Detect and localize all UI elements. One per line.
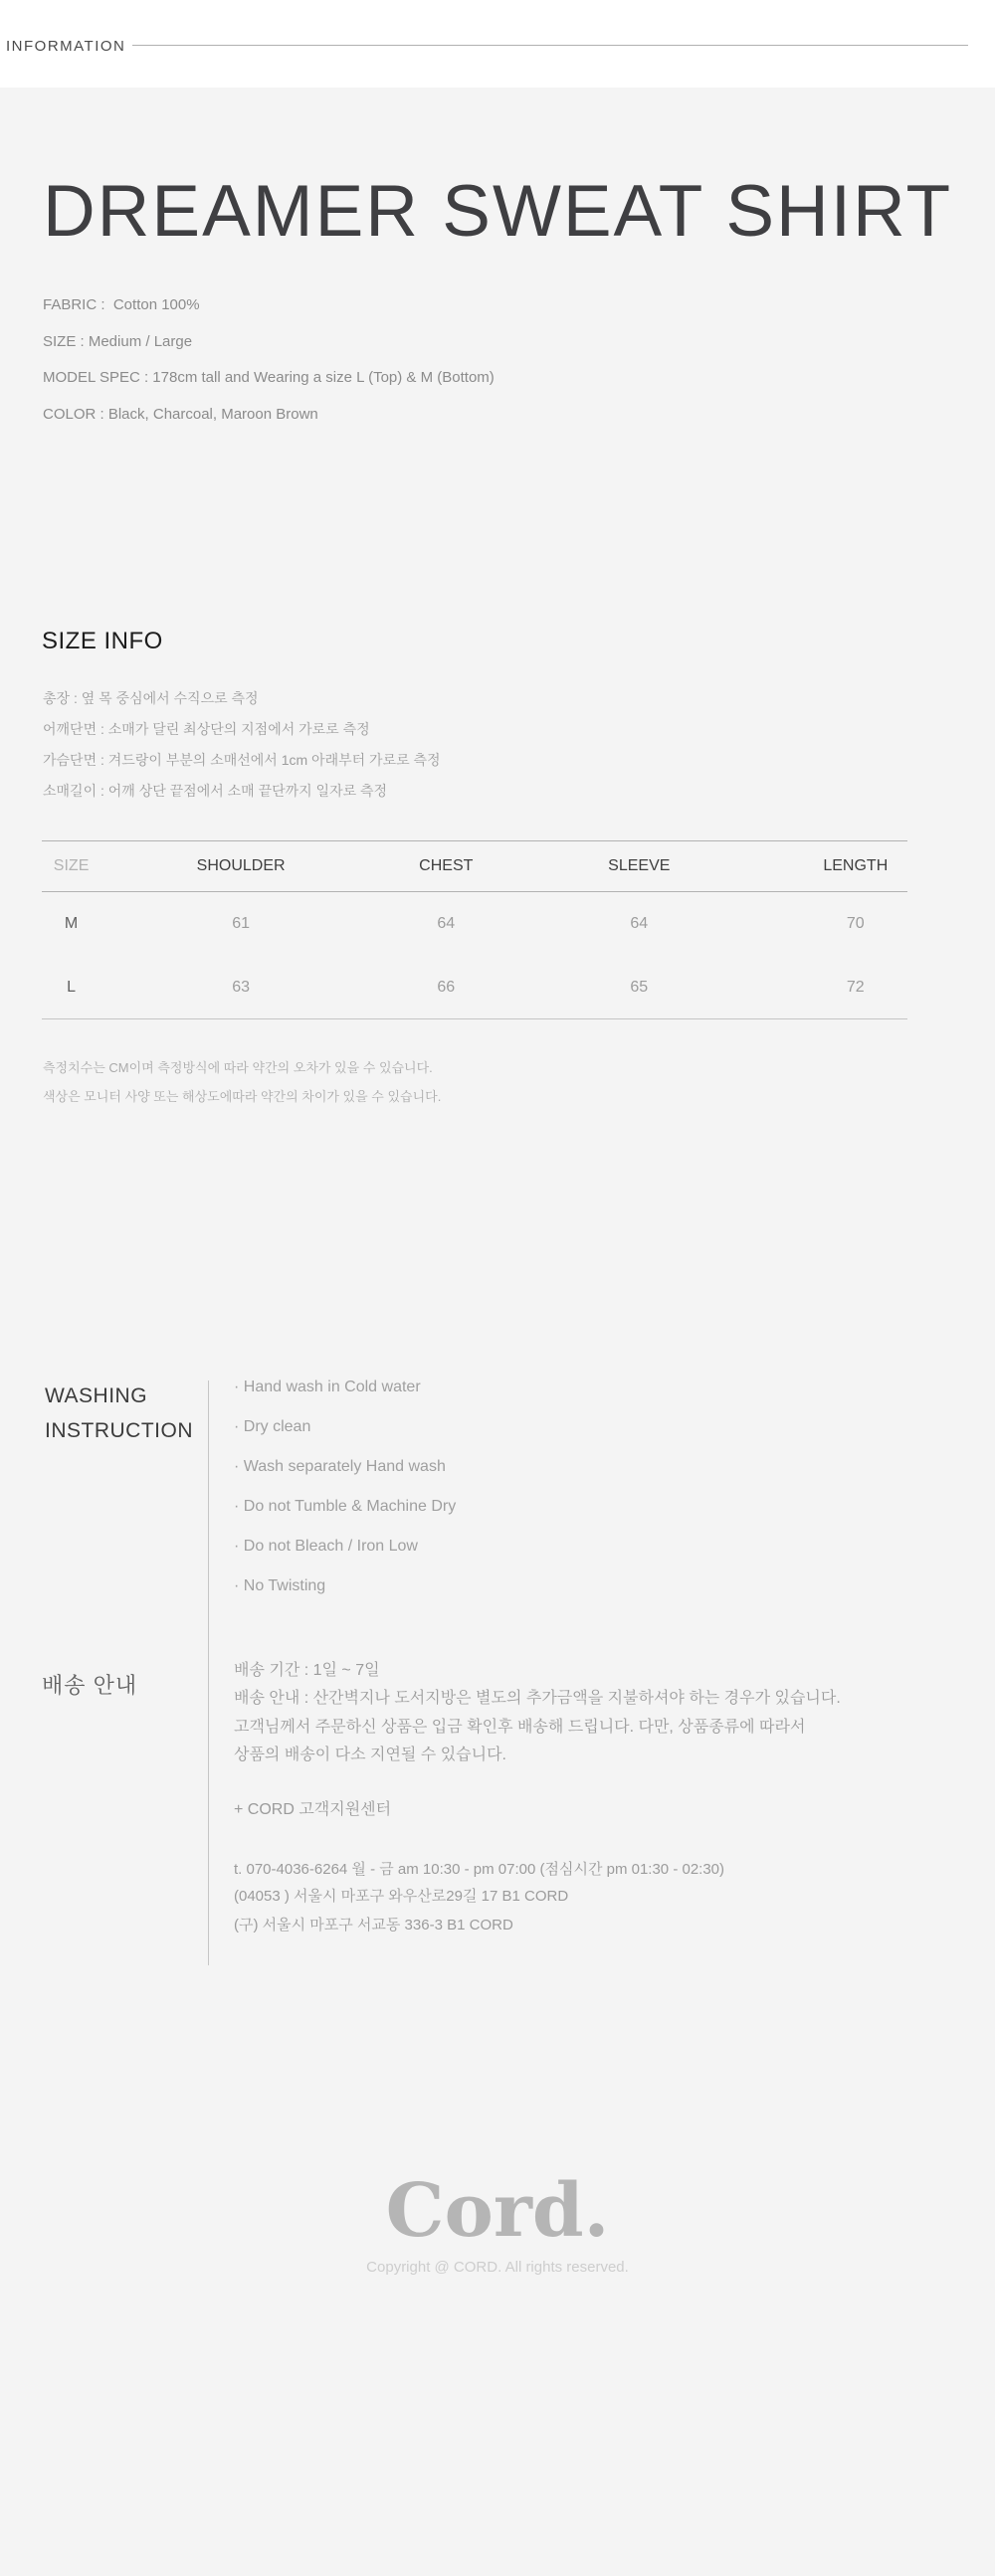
row-m-chest-value: 64 bbox=[437, 915, 456, 932]
wash-item-wash-separately: · Wash separately Hand wash bbox=[234, 1458, 446, 1475]
product-title: DREAMER SWEAT SHIRT bbox=[42, 171, 953, 252]
footnote-color-difference: 색상은 모니터 사양 또는 해상도에따라 약간의 차이가 있을 수 있습니다. bbox=[43, 1089, 442, 1104]
washing-heading-line1: WASHING bbox=[45, 1384, 148, 1407]
measure-note-shoulder: 어깨단면 : 소매가 달린 최상단의 지점에서 가로로 측정 bbox=[43, 721, 370, 737]
row-m-length-value: 70 bbox=[846, 915, 865, 932]
washing-instruction-heading bbox=[45, 1379, 193, 1448]
shipping-process-line: 고객님께서 주문하신 상품은 입금 확인후 배송해 드립니다. 다만, 상품종류에 따라서 bbox=[234, 1719, 806, 1736]
column-header-size: SIZE bbox=[53, 857, 90, 874]
row-l-sleeve-value: 65 bbox=[630, 978, 649, 996]
row-m-shoulder-value: 61 bbox=[232, 915, 250, 932]
column-header-chest: CHEST bbox=[419, 857, 474, 874]
support-phone-hours: t. 070-4036-6264 월 - 금 am 10:30 - pm 07:00 (점심시간 pm 01:30 - 02:30) bbox=[234, 1861, 725, 1878]
size-spec-table bbox=[42, 840, 907, 1019]
table-row-size-l bbox=[42, 956, 907, 1019]
product-color: COLOR : Black, Charcoal, Maroon Brown bbox=[43, 406, 318, 423]
shipping-period-line: 배송 기간 : 1일 ~ 7일 bbox=[234, 1662, 380, 1679]
product-model-spec: MODEL SPEC : 178cm tall and Wearing a size L (Top) & M (Bottom) bbox=[43, 369, 495, 386]
washing-heading-line2: INSTRUCTION bbox=[45, 1419, 193, 1442]
copyright-notice: Copyright @ CORD. All rights reserved. bbox=[366, 2259, 629, 2276]
row-l-shoulder-value: 63 bbox=[232, 978, 250, 996]
wash-item-no-bleach: · Do not Bleach / Iron Low bbox=[234, 1538, 418, 1555]
measure-note-sleeve: 소매길이 : 어깨 상단 끝점에서 소매 끝단까지 일자로 측정 bbox=[43, 783, 388, 799]
product-size: SIZE : Medium / Large bbox=[43, 333, 193, 350]
shipping-notice-line: 배송 안내 : 산간벽지나 도서지방은 별도의 추가금액을 지불하셔야 하는 경우가 있습니다. bbox=[234, 1690, 841, 1707]
support-address-old: (구) 서울시 마포구 서교동 336-3 B1 CORD bbox=[234, 1917, 513, 1933]
wash-item-no-tumble: · Do not Tumble & Machine Dry bbox=[234, 1498, 457, 1515]
size-spec-header-row bbox=[42, 841, 907, 892]
row-l-size-label: L bbox=[67, 978, 77, 996]
size-info-heading: SIZE INFO bbox=[42, 628, 163, 654]
customer-support-title: + CORD 고객지원센터 bbox=[234, 1801, 392, 1818]
column-header-length: LENGTH bbox=[823, 857, 889, 874]
shipping-delay-line: 상품의 배송이 다소 지연될 수 있습니다. bbox=[234, 1747, 506, 1763]
wash-item-hand-wash: · Hand wash in Cold water bbox=[234, 1379, 421, 1395]
row-l-chest-value: 66 bbox=[437, 978, 456, 996]
shipping-info-heading: 배송 안내 bbox=[42, 1673, 138, 1698]
cord-brand-logo: Cord. bbox=[385, 2168, 610, 2254]
vertical-divider bbox=[208, 1380, 209, 1965]
footnote-measurement-tolerance: 측정치수는 CM이며 측정방식에 따라 약간의 오차가 있을 수 있습니다. bbox=[43, 1060, 433, 1075]
measure-note-total-length: 총장 : 옆 목 중심에서 수직으로 측정 bbox=[43, 690, 259, 706]
row-m-size-label: M bbox=[64, 915, 79, 932]
column-header-sleeve: SLEEVE bbox=[608, 857, 671, 874]
measure-note-chest: 가슴단면 : 겨드랑이 부분의 소매선에서 1cm 아래부터 가로로 측정 bbox=[43, 752, 441, 768]
information-header-rule bbox=[132, 45, 968, 46]
row-l-length-value: 72 bbox=[846, 978, 865, 996]
wash-item-no-twisting: · No Twisting bbox=[234, 1577, 326, 1594]
information-section-label: INFORMATION bbox=[6, 38, 126, 55]
row-m-sleeve-value: 64 bbox=[630, 915, 649, 932]
product-fabric: FABRIC : Cotton 100% bbox=[43, 296, 200, 313]
wash-item-dry-clean: · Dry clean bbox=[234, 1418, 311, 1435]
table-row-size-m bbox=[42, 892, 907, 956]
support-address-new: (04053 ) 서울시 마포구 와우산로29길 17 B1 CORD bbox=[234, 1888, 569, 1905]
column-header-shoulder: SHOULDER bbox=[196, 857, 286, 874]
